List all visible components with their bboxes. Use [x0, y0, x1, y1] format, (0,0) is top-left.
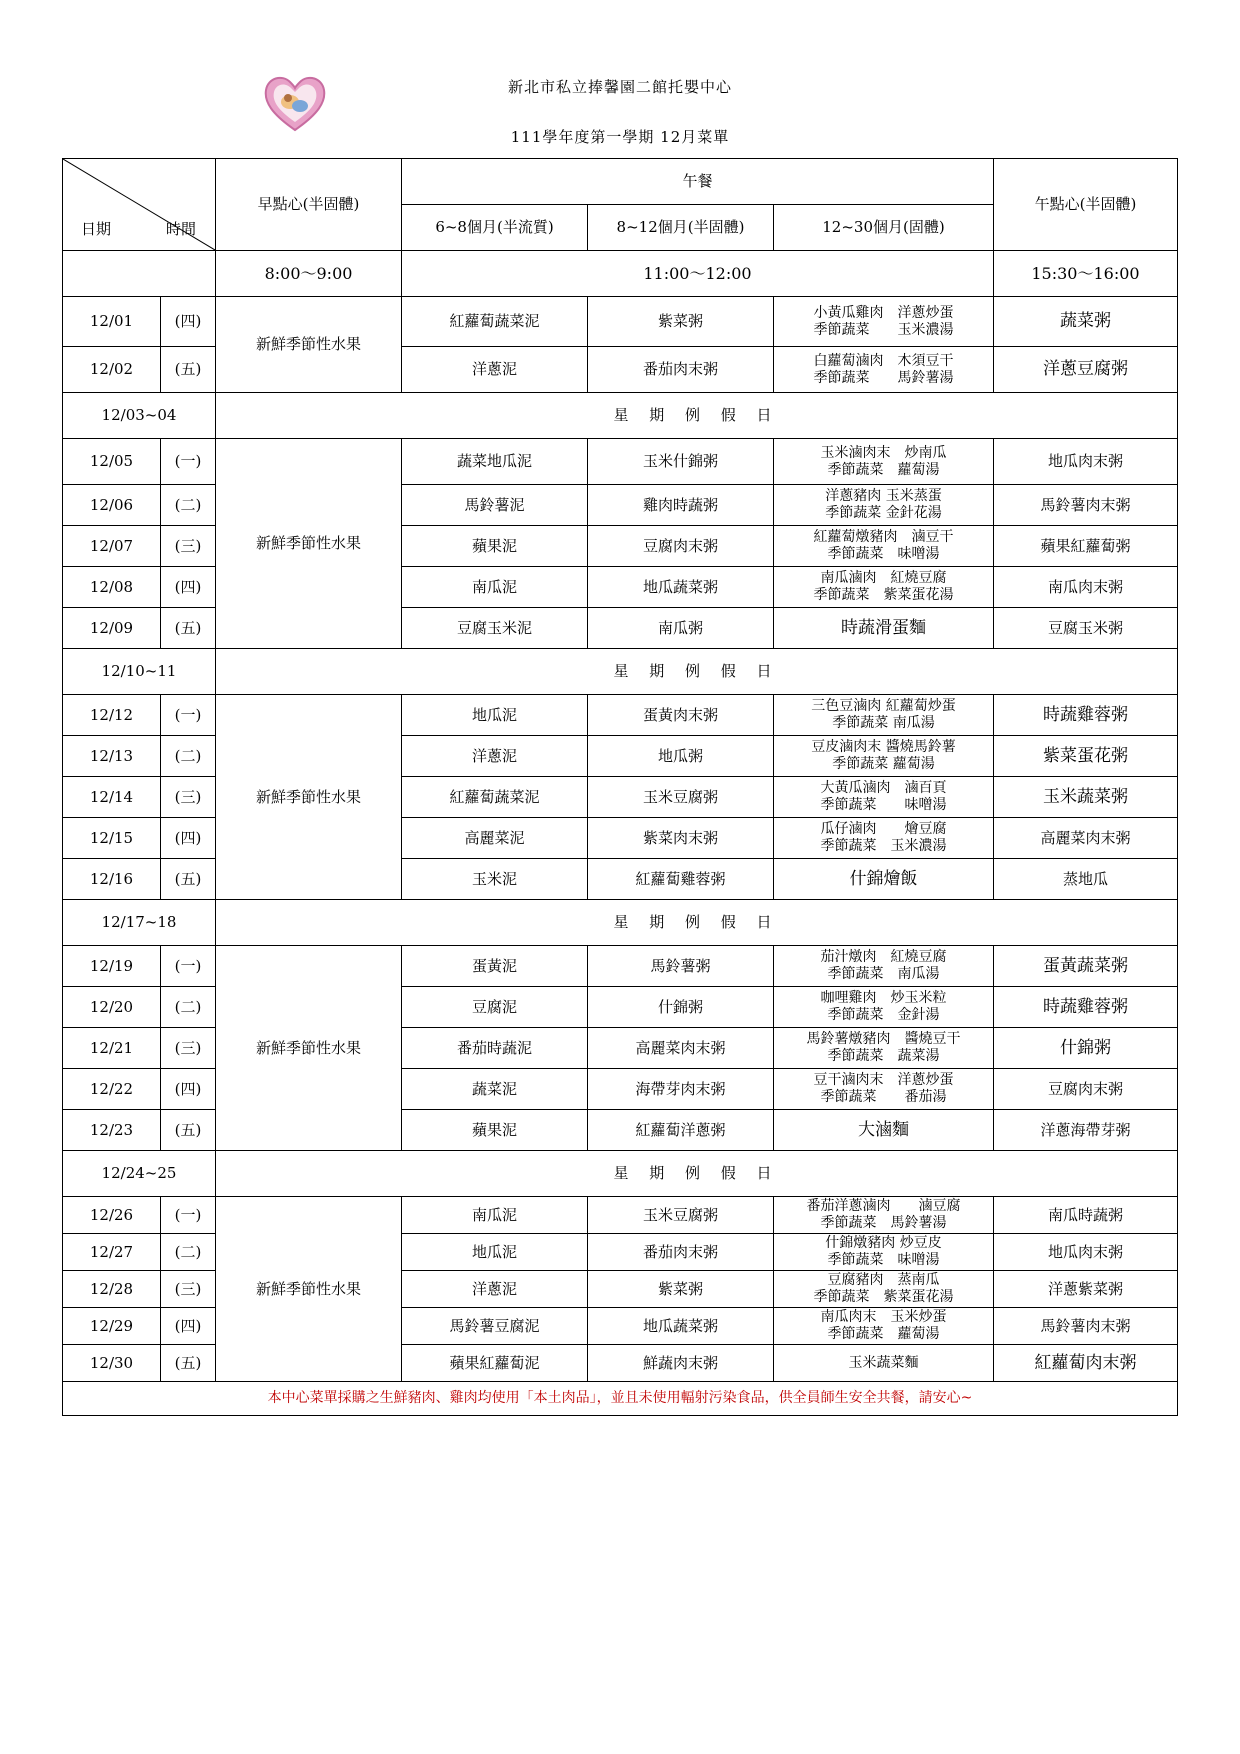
date-cell: 12/07	[63, 526, 161, 567]
weekday-cell: (三)	[161, 1271, 216, 1308]
lunch-8-12-cell: 地瓜蔬菜粥	[588, 1308, 774, 1345]
lunch-12-30-cell: 三色豆滷肉 紅蘿蔔炒蛋 季節蔬菜 南瓜湯	[774, 695, 994, 736]
lunch-6-8-cell: 豆腐玉米泥	[402, 608, 588, 649]
weekday-cell: (一)	[161, 1197, 216, 1234]
date-cell: 12/22	[63, 1069, 161, 1110]
lunch-8-12-cell: 鮮蔬肉末粥	[588, 1345, 774, 1382]
lunch-6-8-cell: 蘋果泥	[402, 1110, 588, 1151]
date-cell: 12/08	[63, 567, 161, 608]
menu-table	[62, 158, 1178, 1416]
lunch-8-12-cell: 海帶芽肉末粥	[588, 1069, 774, 1110]
weekday-cell: (四)	[161, 1308, 216, 1345]
lunch-12-30-cell: 大黃瓜滷肉 滷百頁 季節蔬菜 味噌湯	[774, 777, 994, 818]
menu-row	[63, 1197, 1178, 1234]
breakfast-fruit-cell: 新鮮季節性水果	[216, 695, 402, 900]
lunch-6-8-cell: 地瓜泥	[402, 695, 588, 736]
holiday-label: 星 期 例 假 日	[216, 649, 1178, 695]
lunch-8-12-cell: 什錦粥	[588, 987, 774, 1028]
lunch-12-30-cell: 洋蔥豬肉 玉米蒸蛋 季節蔬菜 金針花湯	[774, 485, 994, 526]
date-cell: 12/14	[63, 777, 161, 818]
afternoon-snack-cell: 蒸地瓜	[994, 859, 1178, 900]
weekday-cell: (三)	[161, 526, 216, 567]
lunch-12-30-cell: 馬鈴薯燉豬肉 醬燒豆干 季節蔬菜 蔬菜湯	[774, 1028, 994, 1069]
weekday-cell: (二)	[161, 736, 216, 777]
lunch-12-30-cell: 豆腐豬肉 蒸南瓜 季節蔬菜 紫菜蛋花湯	[774, 1271, 994, 1308]
lunch-8-12-cell: 高麗菜肉末粥	[588, 1028, 774, 1069]
holiday-date-range: 12/10~11	[63, 649, 216, 695]
holiday-label: 星 期 例 假 日	[216, 1151, 1178, 1197]
breakfast-fruit-cell: 新鮮季節性水果	[216, 946, 402, 1151]
lunch-12-30-cell: 豆皮滷肉末 醬燒馬鈴薯 季節蔬菜 蘿蔔湯	[774, 736, 994, 777]
weekday-cell: (五)	[161, 1110, 216, 1151]
date-cell: 12/23	[63, 1110, 161, 1151]
lunch-8-12-cell: 番茄肉末粥	[588, 347, 774, 393]
weekday-cell: (二)	[161, 485, 216, 526]
date-cell: 12/01	[63, 297, 161, 347]
lunch-12-30-cell: 白蘿蔔滷肉 木須豆干 季節蔬菜 馬鈴薯湯	[774, 347, 994, 393]
lunch-6-8-cell: 洋蔥泥	[402, 1271, 588, 1308]
lunch-6-8-months-header: 6~8個月(半流質)	[402, 205, 588, 251]
date-cell: 12/30	[63, 1345, 161, 1382]
lunch-6-8-cell: 蔬菜地瓜泥	[402, 439, 588, 485]
afternoon-snack-header: 午點心(半固體)	[994, 159, 1178, 251]
lunch-8-12-cell: 玉米什錦粥	[588, 439, 774, 485]
afternoon-snack-cell: 洋蔥紫菜粥	[994, 1271, 1178, 1308]
date-cell: 12/02	[63, 347, 161, 393]
afternoon-snack-cell: 高麗菜肉末粥	[994, 818, 1178, 859]
lunch-6-8-cell: 南瓜泥	[402, 567, 588, 608]
lunch-6-8-cell: 紅蘿蔔蔬菜泥	[402, 777, 588, 818]
holiday-label: 星 期 例 假 日	[216, 900, 1178, 946]
afternoon-snack-cell: 南瓜時蔬粥	[994, 1197, 1178, 1234]
date-cell: 12/16	[63, 859, 161, 900]
afternoon-snack-cell: 馬鈴薯肉末粥	[994, 485, 1178, 526]
afternoon-snack-cell: 時蔬雞蓉粥	[994, 987, 1178, 1028]
lunch-6-8-cell: 馬鈴薯泥	[402, 485, 588, 526]
breakfast-time: 8:00～9:00	[216, 251, 402, 297]
date-cell: 12/05	[63, 439, 161, 485]
lunch-8-12-cell: 雞肉時蔬粥	[588, 485, 774, 526]
lunch-8-12-cell: 南瓜粥	[588, 608, 774, 649]
lunch-12-30-cell: 什錦燉豬肉 炒豆皮 季節蔬菜 味噌湯	[774, 1234, 994, 1271]
afternoon-snack-cell: 蛋黃蔬菜粥	[994, 946, 1178, 987]
menu-row	[63, 297, 1178, 347]
lunch-12-30-cell: 南瓜滷肉 紅燒豆腐 季節蔬菜 紫菜蛋花湯	[774, 567, 994, 608]
lunch-6-8-cell: 高麗菜泥	[402, 818, 588, 859]
lunch-12-30-cell: 瓜仔滷肉 燴豆腐 季節蔬菜 玉米濃湯	[774, 818, 994, 859]
lunch-12-30-months-header: 12~30個月(固體)	[774, 205, 994, 251]
date-cell: 12/26	[63, 1197, 161, 1234]
lunch-12-30-cell: 什錦燴飯	[774, 859, 994, 900]
lunch-8-12-months-header: 8~12個月(半固體)	[588, 205, 774, 251]
lunch-12-30-cell: 豆干滷肉末 洋蔥炒蛋 季節蔬菜 番茄湯	[774, 1069, 994, 1110]
weekday-cell: (一)	[161, 695, 216, 736]
lunch-6-8-cell: 馬鈴薯豆腐泥	[402, 1308, 588, 1345]
breakfast-fruit-cell: 新鮮季節性水果	[216, 297, 402, 393]
lunch-8-12-cell: 玉米豆腐粥	[588, 1197, 774, 1234]
afternoon-snack-cell: 豆腐肉末粥	[994, 1069, 1178, 1110]
weekday-cell: (二)	[161, 987, 216, 1028]
lunch-8-12-cell: 紫菜肉末粥	[588, 818, 774, 859]
date-cell: 12/13	[63, 736, 161, 777]
weekday-cell: (三)	[161, 777, 216, 818]
weekday-cell: (二)	[161, 1234, 216, 1271]
menu-subtitle: 111學年度第一學期 12月菜單	[510, 128, 730, 146]
weekday-cell: (五)	[161, 608, 216, 649]
weekday-cell: (五)	[161, 859, 216, 900]
weekday-cell: (四)	[161, 297, 216, 347]
holiday-row	[63, 900, 1178, 946]
afternoon-snack-cell: 蘋果紅蘿蔔粥	[994, 526, 1178, 567]
afternoon-snack-cell: 豆腐玉米粥	[994, 608, 1178, 649]
afternoon-snack-cell: 洋蔥海帶芽粥	[994, 1110, 1178, 1151]
holiday-date-range: 12/24~25	[63, 1151, 216, 1197]
lunch-8-12-cell: 紅蘿蔔雞蓉粥	[588, 859, 774, 900]
holiday-date-range: 12/03~04	[63, 393, 216, 439]
lunch-6-8-cell: 番茄時蔬泥	[402, 1028, 588, 1069]
afternoon-snack-cell: 地瓜肉末粥	[994, 439, 1178, 485]
lunch-header: 午餐	[402, 159, 994, 205]
weekday-cell: (四)	[161, 818, 216, 859]
lunch-6-8-cell: 豆腐泥	[402, 987, 588, 1028]
lunch-12-30-cell: 紅蘿蔔燉豬肉 滷豆干 季節蔬菜 味噌湯	[774, 526, 994, 567]
afternoon-snack-cell: 蔬菜粥	[994, 297, 1178, 347]
lunch-6-8-cell: 南瓜泥	[402, 1197, 588, 1234]
date-cell: 12/27	[63, 1234, 161, 1271]
menu-row	[63, 439, 1178, 485]
lunch-12-30-cell: 咖哩雞肉 炒玉米粒 季節蔬菜 金針湯	[774, 987, 994, 1028]
lunch-8-12-cell: 紅蘿蔔洋蔥粥	[588, 1110, 774, 1151]
date-cell: 12/06	[63, 485, 161, 526]
lunch-12-30-cell: 茄汁燉肉 紅燒豆腐 季節蔬菜 南瓜湯	[774, 946, 994, 987]
lunch-12-30-cell: 南瓜肉末 玉米炒蛋 季節蔬菜 蘿蔔湯	[774, 1308, 994, 1345]
lunch-8-12-cell: 蛋黃肉末粥	[588, 695, 774, 736]
afternoon-snack-cell: 地瓜肉末粥	[994, 1234, 1178, 1271]
lunch-6-8-cell: 地瓜泥	[402, 1234, 588, 1271]
lunch-12-30-cell: 時蔬滑蛋麵	[774, 608, 994, 649]
meat-source-notice: 本中心菜單採購之生鮮豬肉、雞肉均使用「本土肉品」，並且未使用輻射污染食品，供全員師生安全共餐，請安心~	[63, 1382, 1178, 1416]
menu-row	[63, 946, 1178, 987]
afternoon-time: 15:30～16:00	[994, 251, 1178, 297]
breakfast-fruit-cell: 新鮮季節性水果	[216, 439, 402, 649]
date-cell: 12/12	[63, 695, 161, 736]
weekday-cell: (三)	[161, 1028, 216, 1069]
lunch-8-12-cell: 紫菜粥	[588, 297, 774, 347]
lunch-8-12-cell: 地瓜蔬菜粥	[588, 567, 774, 608]
date-cell: 12/20	[63, 987, 161, 1028]
holiday-date-range: 12/17~18	[63, 900, 216, 946]
lunch-12-30-cell: 小黃瓜雞肉 洋蔥炒蛋 季節蔬菜 玉米濃湯	[774, 297, 994, 347]
holiday-row	[63, 393, 1178, 439]
lunch-12-30-cell: 玉米滷肉末 炒南瓜 季節蔬菜 蘿蔔湯	[774, 439, 994, 485]
lunch-6-8-cell: 玉米泥	[402, 859, 588, 900]
lunch-6-8-cell: 洋蔥泥	[402, 347, 588, 393]
lunch-6-8-cell: 蛋黃泥	[402, 946, 588, 987]
lunch-8-12-cell: 地瓜粥	[588, 736, 774, 777]
weekday-cell: (五)	[161, 1345, 216, 1382]
weekday-cell: (一)	[161, 439, 216, 485]
lunch-8-12-cell: 紫菜粥	[588, 1271, 774, 1308]
weekday-cell: (四)	[161, 1069, 216, 1110]
date-time-corner-header	[63, 159, 216, 251]
holiday-row	[63, 1151, 1178, 1197]
lunch-8-12-cell: 豆腐肉末粥	[588, 526, 774, 567]
weekday-cell: (五)	[161, 347, 216, 393]
date-cell: 12/21	[63, 1028, 161, 1069]
breakfast-fruit-cell: 新鮮季節性水果	[216, 1197, 402, 1382]
date-cell: 12/19	[63, 946, 161, 987]
lunch-time: 11:00～12:00	[402, 251, 994, 297]
lunch-8-12-cell: 馬鈴薯粥	[588, 946, 774, 987]
lunch-6-8-cell: 洋蔥泥	[402, 736, 588, 777]
afternoon-snack-cell: 洋蔥豆腐粥	[994, 347, 1178, 393]
center-name: 新北市私立捧馨園二館托嬰中心	[507, 78, 732, 96]
holiday-row	[63, 649, 1178, 695]
afternoon-snack-cell: 馬鈴薯肉末粥	[994, 1308, 1178, 1345]
afternoon-snack-cell: 玉米蔬菜粥	[994, 777, 1178, 818]
holiday-label: 星 期 例 假 日	[216, 393, 1178, 439]
date-cell: 12/28	[63, 1271, 161, 1308]
time-row-blank	[63, 251, 216, 297]
afternoon-snack-cell: 時蔬雞蓉粥	[994, 695, 1178, 736]
afternoon-snack-cell: 南瓜肉末粥	[994, 567, 1178, 608]
weekday-cell: (四)	[161, 567, 216, 608]
lunch-6-8-cell: 蘋果泥	[402, 526, 588, 567]
date-cell: 12/09	[63, 608, 161, 649]
lunch-8-12-cell: 玉米豆腐粥	[588, 777, 774, 818]
lunch-12-30-cell: 番茄洋蔥滷肉 滷豆腐 季節蔬菜 馬鈴薯湯	[774, 1197, 994, 1234]
lunch-12-30-cell: 大滷麵	[774, 1110, 994, 1151]
date-cell: 12/15	[63, 818, 161, 859]
breakfast-header: 早點心(半固體)	[216, 159, 402, 251]
afternoon-snack-cell: 什錦粥	[994, 1028, 1178, 1069]
lunch-6-8-cell: 紅蘿蔔蔬菜泥	[402, 297, 588, 347]
lunch-6-8-cell: 蘋果紅蘿蔔泥	[402, 1345, 588, 1382]
weekday-cell: (一)	[161, 946, 216, 987]
menu-row	[63, 695, 1178, 736]
date-column-label: 日期	[81, 220, 112, 238]
lunch-6-8-cell: 蔬菜泥	[402, 1069, 588, 1110]
lunch-8-12-cell: 番茄肉末粥	[588, 1234, 774, 1271]
time-column-label: 時間	[166, 220, 197, 238]
lunch-12-30-cell: 玉米蔬菜麵	[774, 1345, 994, 1382]
afternoon-snack-cell: 紫菜蛋花粥	[994, 736, 1178, 777]
afternoon-snack-cell: 紅蘿蔔肉末粥	[994, 1345, 1178, 1382]
date-cell: 12/29	[63, 1308, 161, 1345]
